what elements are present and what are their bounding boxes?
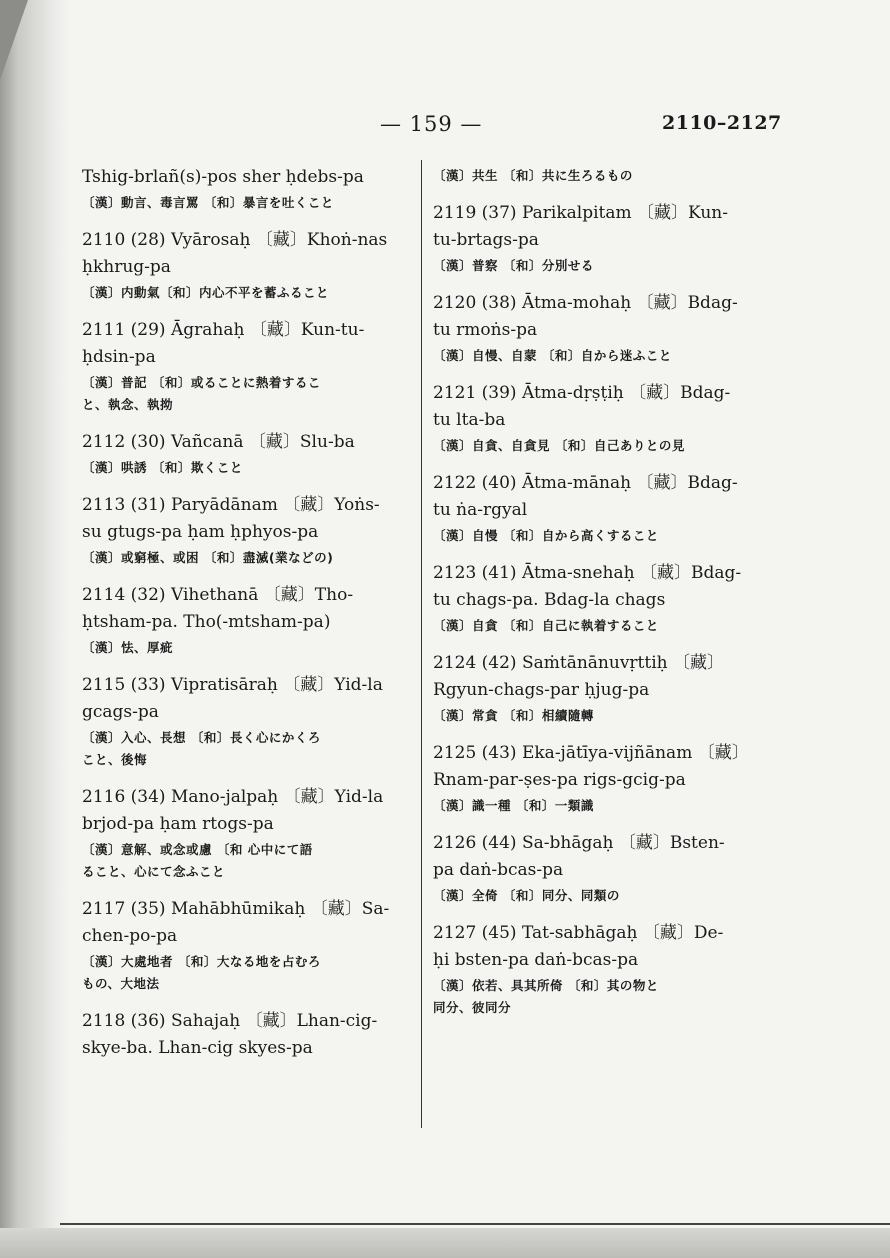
entry-gloss-line: 〔漢〕共生 〔和〕共に生ろるもの (433, 168, 633, 183)
entry-gloss-line: 〔漢〕哄誘 〔和〕欺くこと (82, 460, 243, 475)
entry-gloss-line: 〔漢〕自貪、自貪見 〔和〕自己ありとの見 (433, 438, 685, 453)
entry-gloss-line: もの、大地法 (82, 976, 160, 991)
entry-gloss-line: 〔漢〕普記 〔和〕或ることに熱着するこ (82, 375, 321, 390)
entry-headword-line: Rgyun-chags-par ḥjug-pa (433, 680, 650, 700)
entry-headword-line: su gtugs-pa ḥam ḥphyos-pa (82, 522, 319, 542)
entry-headword-line: 2118 (36) Sahajaḥ 〔藏〕Lhan-cig- (82, 1011, 378, 1031)
entry-headword-line: brjod-pa ḥam rtogs-pa (82, 814, 274, 834)
entry-headword-line: ḥdsin-pa (82, 347, 156, 367)
entry-headword-line: 2127 (45) Tat-sabhāgaḥ 〔藏〕De- (433, 923, 724, 943)
entry-headword-line: 2112 (30) Vañcanā 〔藏〕Slu-ba (82, 432, 355, 452)
entry-headword-line: 2115 (33) Vipratisāraḥ 〔藏〕Yid-la (82, 675, 383, 695)
entry-gloss-line: 〔漢〕入心、長想 〔和〕長く心にかくろ (82, 730, 321, 745)
entry-headword-line: tu rmoṅs-pa (433, 320, 538, 340)
dictionary-entry (433, 740, 763, 816)
dictionary-entry (82, 582, 412, 658)
page-corner-shadow (0, 0, 28, 80)
entry-gloss-line: 〔漢〕大處地者 〔和〕大なる地を占むろ (82, 954, 321, 969)
dictionary-entry (433, 650, 763, 726)
dictionary-entry (82, 317, 412, 415)
entry-headword-line: 2123 (41) Ātma-snehaḥ 〔藏〕Bdag- (433, 563, 742, 583)
entry-gloss-line: 〔漢〕自貪 〔和〕自己に執着すること (433, 618, 659, 633)
bottom-rule (60, 1223, 890, 1225)
entry-headword-line: 2110 (28) Vyārosaḥ 〔藏〕Khoṅ-nas (82, 230, 388, 250)
entry-gloss-line: 〔漢〕依若、具其所倚 〔和〕其の物と (433, 978, 659, 993)
entry-headword-line: 2124 (42) Saṁtānānuvṛttiḥ 〔藏〕 (433, 653, 725, 673)
dictionary-entry (433, 560, 763, 636)
dictionary-entry (82, 164, 412, 213)
dictionary-entry (433, 166, 763, 186)
entry-gloss-line: 〔漢〕或窮極、或困 〔和〕盡滅(業などの) (82, 550, 334, 565)
dictionary-entry (82, 896, 412, 994)
page-edge-shadow (0, 0, 70, 1258)
entry-gloss-line: 〔漢〕自慢 〔和〕自から高くすること (433, 528, 659, 543)
column-divider (421, 160, 422, 1128)
entry-headword-line: 2121 (39) Ātma-dṛṣṭiḥ 〔藏〕Bdag- (433, 383, 731, 403)
entry-headword-line: Tshig-brlañ(s)-pos sher ḥdebs-pa (82, 167, 364, 187)
dictionary-entry (433, 200, 763, 276)
entry-headword-line: 2113 (31) Paryādānam 〔藏〕Yoṅs- (82, 495, 380, 515)
page-number: — 159 — (380, 112, 483, 136)
entry-gloss-line: 〔漢〕怯、厚疵 (82, 640, 174, 655)
entry-headword-line: 2114 (32) Vihethanā 〔藏〕Tho- (82, 585, 354, 605)
dictionary-entry (82, 672, 412, 770)
entry-gloss-line: 〔漢〕内動氣〔和〕内心不平を蓄ふること (82, 285, 330, 300)
entry-headword-line: ḥi bsten-pa daṅ-bcas-pa (433, 950, 639, 970)
entry-headword-line: chen-po-pa (82, 926, 178, 946)
entry-headword-line: pa daṅ-bcas-pa (433, 860, 564, 880)
dictionary-entry (82, 429, 412, 478)
entry-headword-line: 2117 (35) Mahābhūmikaḥ 〔藏〕Sa- (82, 899, 390, 919)
entry-gloss-line: 〔漢〕自慢、自蒙 〔和〕自から迷ふこと (433, 348, 672, 363)
scan-bottom-band (0, 1228, 890, 1258)
entry-headword-line: tu-brtags-pa (433, 230, 539, 250)
entry-gloss-line: 〔漢〕識一種 〔和〕一類識 (433, 798, 594, 813)
dictionary-entry (82, 227, 412, 303)
entry-gloss-line: ること、心にて念ふこと (82, 864, 226, 879)
entry-gloss-line: 〔漢〕動言、毒言罵 〔和〕暴言を吐くこと (82, 195, 334, 210)
dictionary-entry (82, 492, 412, 568)
entry-gloss-line: 〔漢〕意解、或念或慮 〔和 心中にて語 (82, 842, 313, 857)
entry-range: 2110–2127 (662, 112, 782, 134)
dictionary-entry (433, 920, 763, 1018)
dictionary-entry (82, 1008, 412, 1062)
entry-gloss-line: 〔漢〕常貪 〔和〕相續隨轉 (433, 708, 594, 723)
entry-headword-line: tu lta-ba (433, 410, 506, 430)
dictionary-entry (433, 470, 763, 546)
entry-headword-line: gcags-pa (82, 702, 159, 722)
entry-gloss-line: 同分、彼同分 (433, 1000, 512, 1015)
entry-headword-line: Rnam-par-ṣes-pa rigs-gcig-pa (433, 770, 686, 790)
dictionary-entry (433, 380, 763, 456)
entry-gloss-line: こと、後悔 (82, 752, 148, 767)
right-column (433, 164, 763, 1032)
entry-headword-line: tu chags-pa. Bdag-la chags (433, 590, 666, 610)
dictionary-entry (433, 830, 763, 906)
dictionary-entry (82, 784, 412, 882)
entry-headword-line: 2116 (34) Mano-jalpaḥ 〔藏〕Yid-la (82, 787, 384, 807)
entry-headword-line: 2120 (38) Ātma-mohaḥ 〔藏〕Bdag- (433, 293, 738, 313)
entry-headword-line: ḥkhrug-pa (82, 257, 171, 277)
entry-gloss-line: 〔漢〕普察 〔和〕分別せる (433, 258, 594, 273)
entry-headword-line: 2125 (43) Eka-jātīya-vijñānam 〔藏〕 (433, 743, 749, 763)
entry-headword-line: skye-ba. Lhan-cig skyes-pa (82, 1038, 313, 1058)
entry-headword-line: 2111 (29) Āgrahaḥ 〔藏〕Kun-tu- (82, 320, 365, 340)
entry-headword-line: ḥtsham-pa. Tho(-mtsham-pa) (82, 612, 331, 632)
entry-headword-line: tu ṅa-rgyal (433, 500, 528, 520)
entry-gloss-line: 〔漢〕全倚 〔和〕同分、同類の (433, 888, 620, 903)
entry-headword-line: 2126 (44) Sa-bhāgaḥ 〔藏〕Bsten- (433, 833, 725, 853)
entry-gloss-line: と、執念、執拗 (82, 397, 174, 412)
entry-headword-line: 2119 (37) Parikalpitam 〔藏〕Kun- (433, 203, 728, 223)
entry-headword-line: 2122 (40) Ātma-mānaḥ 〔藏〕Bdag- (433, 473, 738, 493)
left-column (82, 164, 412, 1076)
dictionary-entry (433, 290, 763, 366)
